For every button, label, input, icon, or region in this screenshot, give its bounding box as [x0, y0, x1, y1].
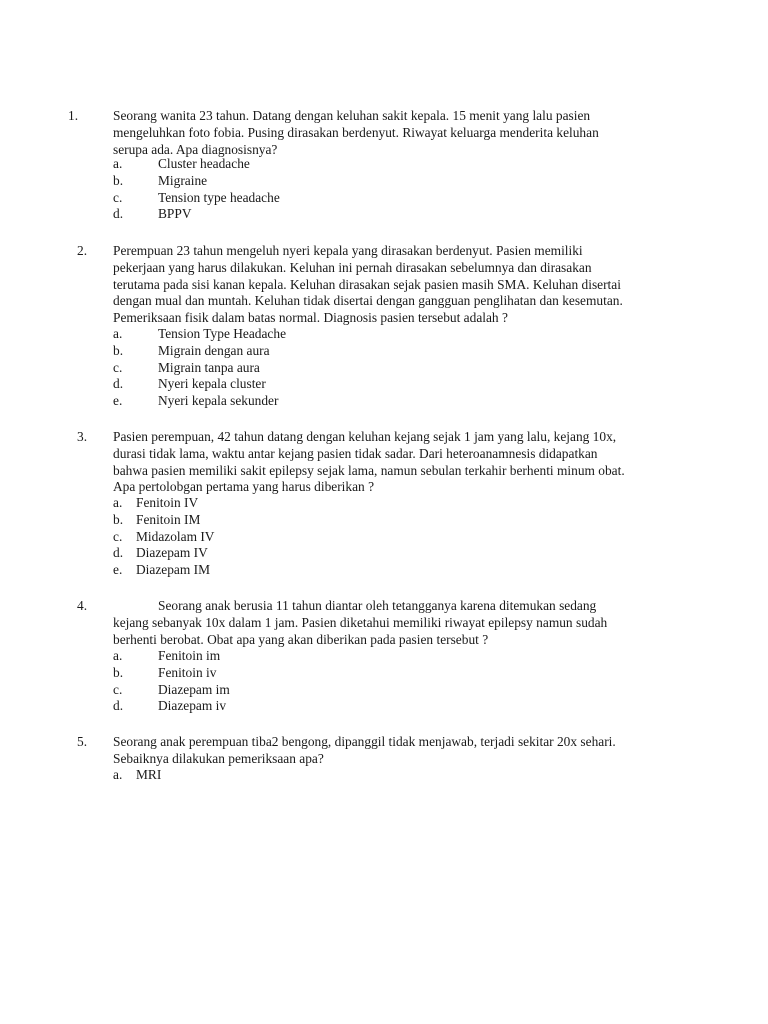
stem-line: Seorang anak perempuan tiba2 bengong, dipanggil tidak menjawab, terjadi sekitar 20x sehari. — [113, 734, 616, 749]
stem-line: durasi tidak lama, waktu antar kejang pasien tidak sadar. Dari heteroanamnesis didapatkan — [113, 445, 598, 461]
option-letter: d. — [113, 545, 124, 561]
option-text: Diazepam IV — [136, 545, 208, 561]
stem-line: Apa pertolobgan pertama yang harus diberikan ? — [113, 479, 375, 495]
option-text: Diazepam im — [158, 681, 230, 697]
option-text: Migrain tanpa aura — [158, 359, 260, 375]
option-text: Tension Type Headache — [158, 326, 287, 341]
option-letter: c. — [113, 359, 123, 375]
stem-line: Seorang wanita 23 tahun. Datang dengan keluhan sakit kepala. 15 menit yang lalu pasien — [113, 108, 591, 123]
option-letter: d. — [113, 376, 124, 392]
stem-line: berhenti berobat. Obat apa yang akan diberikan pada pasien tersebut ? — [113, 631, 489, 647]
stem-line: bahwa pasien memiliki sakit epilepsy sejak lama, namun sebulan terkahir berhenti minum obat. — [113, 462, 625, 478]
option-letter: c. — [113, 189, 123, 205]
question-number: 1. — [68, 108, 79, 123]
stem-line: Pemeriksaan fisik dalam batas normal. Diagnosis pasien tersebut adalah ? — [113, 310, 508, 326]
option-letter: b. — [113, 342, 124, 358]
option-text: Migraine — [158, 172, 208, 188]
stem-line: terutama pada sisi kanan kepala. Keluhan dirasakan sejak pasien masih SMA. Keluhan disertai — [113, 276, 621, 292]
option-text: Fenitoin iv — [158, 664, 217, 680]
option-text: Fenitoin IV — [136, 495, 199, 510]
option-text: BPPV — [158, 206, 192, 222]
question-number: 4. — [77, 598, 88, 613]
option-text: Diazepam iv — [158, 698, 227, 714]
option-letter: e. — [113, 393, 123, 409]
option-text: Cluster headache — [158, 156, 250, 171]
stem-line: serupa ada. Apa diagnosisnya? — [113, 141, 278, 157]
option-text: Nyeri kepala sekunder — [158, 393, 279, 409]
option-text: Tension type headache — [158, 189, 280, 205]
option-text: Fenitoin im — [158, 648, 221, 663]
option-text: Nyeri kepala cluster — [158, 376, 266, 392]
option-letter: d. — [113, 698, 124, 714]
question-stem — [113, 598, 677, 648]
question-stem — [113, 429, 677, 496]
stem-line: kejang sebanyak 10x dalam 1 jam. Pasien diketahui memiliki riwayat epilepsy namun sudah — [113, 614, 608, 630]
stem-line: Perempuan 23 tahun mengeluh nyeri kepala yang dirasakan berdenyut. Pasien memiliki — [113, 243, 583, 258]
option-letter: e. — [113, 562, 123, 578]
option-letter: b. — [113, 511, 124, 527]
option-letter: a. — [113, 156, 123, 171]
option-text: Midazolam IV — [136, 528, 215, 544]
option-text: Diazepam IM — [136, 562, 210, 578]
option-letter: a. — [113, 648, 123, 663]
option-letter: a. — [113, 326, 123, 341]
option-letter: c. — [113, 528, 123, 544]
question-stem — [113, 108, 677, 158]
option-letter: a. — [113, 767, 123, 782]
option-letter: d. — [113, 206, 124, 222]
question-number: 5. — [77, 734, 88, 749]
option-letter: b. — [113, 664, 124, 680]
stem-line: Pasien perempuan, 42 tahun datang dengan keluhan kejang sejak 1 jam yang lalu, kejang 10x, — [113, 429, 617, 444]
option-text: Migrain dengan aura — [158, 342, 270, 358]
option-text: Fenitoin IM — [136, 511, 201, 527]
option-text: MRI — [136, 767, 162, 782]
stem-line: mengeluhkan foto fobia. Pusing dirasakan berdenyut. Riwayat keluarga menderita keluhan — [113, 124, 599, 140]
option-letter: b. — [113, 172, 124, 188]
question-number: 3. — [77, 429, 88, 444]
question-number: 2. — [77, 243, 88, 258]
stem-line: Sebaiknya dilakukan pemeriksaan apa? — [113, 750, 324, 766]
option-letter: c. — [113, 681, 123, 697]
stem-line: Seorang anak berusia 11 tahun diantar oleh tetangganya karena ditemukan sedang — [158, 598, 597, 613]
option-letter: a. — [113, 495, 123, 510]
stem-line: pekerjaan yang harus dilakukan. Keluhan ini pernah dirasakan sebelumnya dan dirasakan — [113, 259, 592, 275]
question-stem — [113, 243, 677, 327]
question-stem — [113, 734, 677, 768]
stem-line: dengan mual dan muntah. Keluhan tidak disertai dengan gangguan penglihatan dan kesemutan. — [113, 293, 623, 309]
